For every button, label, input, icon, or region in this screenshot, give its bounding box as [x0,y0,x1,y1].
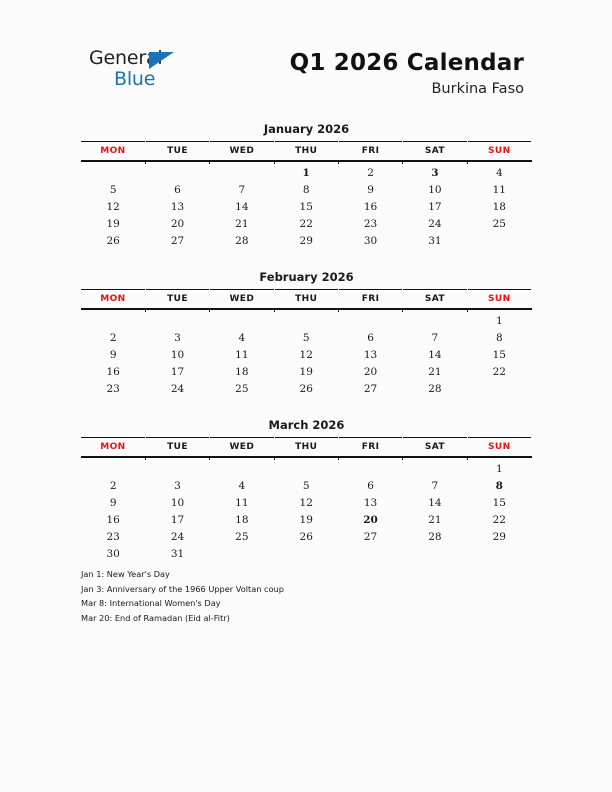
weekday-header-row [81,290,532,310]
week-row [81,477,532,494]
day-cell[interactable]: 20 [363,513,378,526]
day-cell[interactable]: 12 [299,496,313,509]
day-cell[interactable]: 13 [170,200,185,213]
page-subtitle: Burkina Faso [431,81,524,97]
day-cell[interactable]: 8 [495,479,503,492]
empty-day-cell [403,312,467,329]
day-cell[interactable]: 16 [106,513,120,526]
page-title: Q1 2026 Calendar [289,50,524,76]
empty-day-cell [210,312,274,329]
day-cell[interactable]: 1 [495,314,503,327]
weekday-header-wed: WED [229,146,255,156]
empty-day-cell [403,460,467,477]
day-cell[interactable]: 22 [299,217,313,230]
empty-day-cell [145,312,209,329]
day-cell[interactable]: 21 [428,365,442,378]
day-cell[interactable]: 1 [495,462,503,475]
day-cell[interactable]: 25 [235,530,249,543]
day-cell[interactable]: 11 [235,496,249,509]
day-cell[interactable]: 10 [170,348,185,361]
weekday-header-row [81,438,532,458]
day-cell[interactable]: 29 [492,530,506,543]
day-cell[interactable]: 23 [106,530,120,543]
day-cell[interactable]: 19 [106,217,120,230]
day-cell[interactable]: 24 [428,217,442,230]
day-cell[interactable]: 9 [109,496,117,509]
weekday-header-wed: WED [229,294,255,304]
week-row [81,511,532,528]
day-cell[interactable]: 2 [109,479,117,492]
empty-day-cell [145,164,209,181]
weekday-header-row [81,142,532,162]
brand-name-blue: Blue [114,68,156,90]
day-cell[interactable]: 18 [235,513,249,526]
title-block [290,50,524,99]
weekday-header-sun: SUN [488,294,511,304]
day-cell[interactable]: 18 [235,365,249,378]
empty-day-cell [467,232,531,249]
day-cell[interactable]: 31 [170,547,185,560]
empty-day-cell [467,545,531,562]
day-cell[interactable]: 20 [170,217,185,230]
day-cell[interactable]: 13 [363,348,378,361]
months-container [81,122,532,583]
day-cell[interactable]: 14 [428,496,442,509]
weekday-header-sun: SUN [488,442,511,452]
day-cell[interactable]: 3 [174,479,181,492]
empty-day-cell [274,545,338,562]
weekday-header-thu: THU [295,294,318,304]
empty-day-cell [210,545,274,562]
week-row [81,460,532,477]
day-cell[interactable]: 9 [109,348,117,361]
day-cell[interactable]: 20 [363,365,378,378]
day-cell[interactable]: 10 [170,496,185,509]
weekday-header-fri: FRI [361,146,380,156]
day-cell[interactable]: 17 [170,365,185,378]
empty-day-cell [145,460,209,477]
weekday-header-tue: TUE [167,294,188,304]
day-cell[interactable]: 11 [492,183,506,196]
day-cell[interactable]: 24 [170,382,185,395]
day-cell[interactable]: 28 [235,234,249,247]
week-row [81,164,532,181]
day-cell[interactable]: 15 [492,496,506,509]
weekday-header-tue: TUE [167,442,188,452]
empty-day-cell [274,460,338,477]
day-cell[interactable]: 10 [428,183,442,196]
week-row [81,528,532,545]
day-cell[interactable]: 23 [363,217,378,230]
weekday-header-sun: SUN [488,146,511,156]
day-cell[interactable]: 7 [238,183,246,196]
day-cell[interactable]: 1 [302,166,310,179]
day-cell[interactable]: 3 [174,331,181,344]
weekday-header-mon: MON [100,442,126,452]
week-row [81,232,532,249]
weekday-header-thu: THU [295,146,318,156]
weekday-header-wed: WED [229,442,255,452]
day-cell[interactable]: 6 [367,479,374,492]
day-cell[interactable]: 26 [106,234,120,247]
month-table [81,437,532,562]
day-cell[interactable]: 16 [363,200,378,213]
day-cell[interactable]: 9 [367,183,374,196]
week-row [81,312,532,329]
holiday-item: Jan 3: Anniversary of the 1966 Upper Voltan coup [81,583,284,594]
day-cell[interactable]: 11 [235,348,249,361]
weekday-header-mon: MON [100,294,126,304]
day-cell[interactable]: 12 [106,200,120,213]
day-cell[interactable]: 14 [428,348,442,361]
empty-day-cell [81,460,145,477]
weekday-header-tue: TUE [167,146,188,156]
day-cell[interactable]: 2 [109,331,117,344]
week-row [81,494,532,511]
day-cell[interactable]: 24 [170,530,185,543]
day-cell[interactable]: 2 [367,166,374,179]
empty-day-cell [338,545,402,562]
weekday-header-sat: SAT [424,146,445,156]
day-cell[interactable]: 6 [367,331,374,344]
day-cell[interactable]: 17 [170,513,185,526]
month-table [81,289,532,397]
week-row [81,198,532,215]
empty-day-cell [338,312,402,329]
day-cell[interactable]: 26 [299,530,313,543]
day-cell[interactable]: 21 [428,513,442,526]
weekday-header-sat: SAT [424,294,445,304]
empty-day-cell [467,380,531,397]
week-row [81,215,532,232]
day-cell[interactable]: 3 [431,166,439,179]
weekday-header-sat: SAT [424,442,445,452]
month-title: March 2026 [268,418,345,432]
day-cell[interactable]: 27 [170,234,185,247]
week-row [81,329,532,346]
empty-day-cell [403,545,467,562]
day-cell[interactable]: 23 [106,382,120,395]
day-cell[interactable]: 29 [299,234,313,247]
day-cell[interactable]: 27 [363,382,378,395]
day-cell[interactable]: 8 [495,331,503,344]
holiday-item: Mar 20: End of Ramadan (Eid al-Fitr) [81,612,230,623]
day-cell[interactable]: 5 [302,331,310,344]
empty-day-cell [81,164,145,181]
day-cell[interactable]: 4 [238,331,246,344]
day-cell[interactable]: 26 [299,382,313,395]
day-cell[interactable]: 22 [492,365,506,378]
day-cell[interactable]: 16 [106,365,120,378]
brand-logo[interactable] [89,47,209,95]
empty-day-cell [274,312,338,329]
month-title: February 2026 [259,270,354,284]
holiday-list [81,567,481,625]
day-cell[interactable]: 15 [299,200,313,213]
day-cell[interactable]: 7 [431,479,439,492]
day-cell[interactable]: 27 [363,530,378,543]
month-block [81,418,532,562]
day-cell[interactable]: 15 [492,348,506,361]
week-row [81,380,532,397]
brand-name-general: General [89,47,163,69]
day-cell[interactable]: 21 [235,217,249,230]
month-table [81,141,532,249]
day-cell[interactable]: 12 [299,348,313,361]
brand-triangle-icon [149,52,174,69]
holiday-item: Jan 1: New Year's Day [81,569,170,579]
empty-day-cell [81,312,145,329]
empty-day-cell [210,164,274,181]
weekday-header-mon: MON [100,146,126,156]
day-cell[interactable]: 4 [495,166,503,179]
day-cell[interactable]: 30 [363,234,378,247]
day-cell[interactable]: 4 [238,479,246,492]
month-block [81,122,532,249]
day-cell[interactable]: 25 [235,382,249,395]
day-cell[interactable]: 31 [428,234,442,247]
month-title: January 2026 [263,122,350,136]
day-cell[interactable]: 18 [492,200,506,213]
day-cell[interactable]: 17 [428,200,442,213]
day-cell[interactable]: 14 [235,200,249,213]
day-cell[interactable]: 28 [428,382,442,395]
day-cell[interactable]: 8 [302,183,310,196]
empty-day-cell [210,460,274,477]
weekday-header-fri: FRI [361,442,380,452]
day-cell[interactable]: 19 [299,365,313,378]
day-cell[interactable]: 6 [174,183,181,196]
day-cell[interactable]: 13 [363,496,378,509]
holiday-item: Mar 8: International Women's Day [81,598,221,609]
week-row [81,346,532,363]
day-cell[interactable]: 5 [109,183,117,196]
day-cell[interactable]: 5 [302,479,310,492]
day-cell[interactable]: 22 [492,513,506,526]
weekday-header-fri: FRI [361,294,380,304]
day-cell[interactable]: 7 [431,331,439,344]
week-row [81,363,532,380]
month-block [81,270,532,397]
day-cell[interactable]: 25 [492,217,506,230]
day-cell[interactable]: 19 [299,513,313,526]
week-row [81,181,532,198]
page-header [0,0,612,110]
week-row [81,545,532,562]
empty-day-cell [338,460,402,477]
weekday-header-thu: THU [295,442,318,452]
day-cell[interactable]: 28 [428,530,442,543]
day-cell[interactable]: 30 [106,547,120,560]
